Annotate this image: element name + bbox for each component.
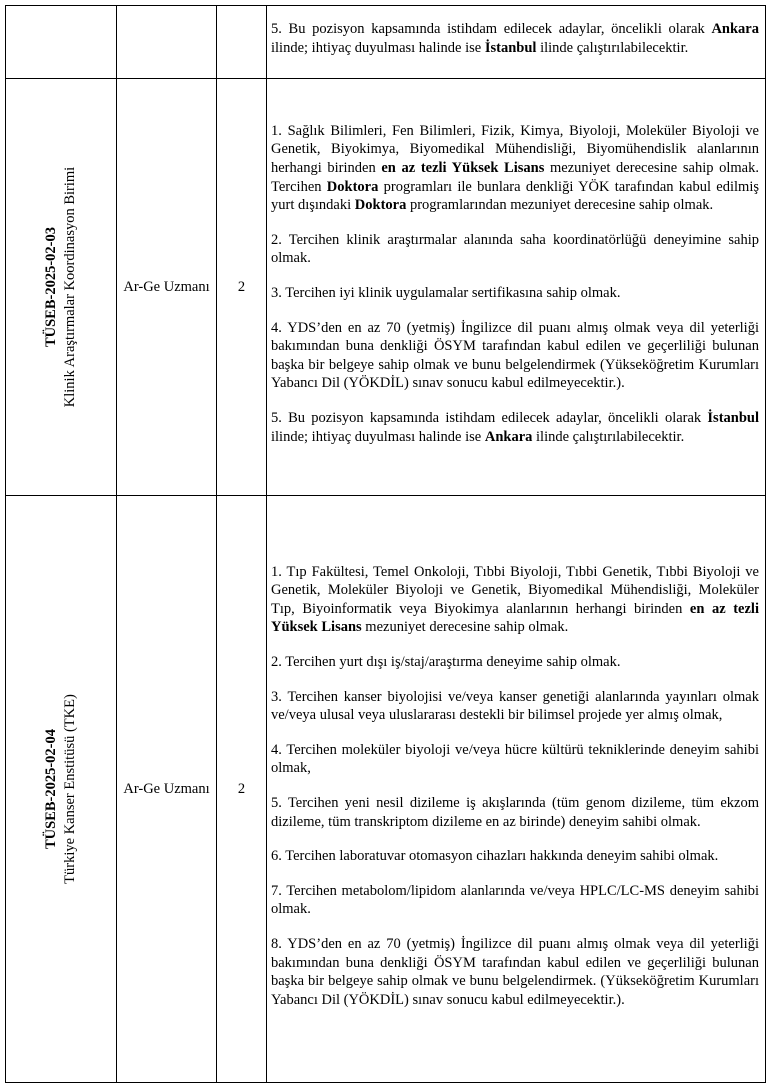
count-cell <box>217 6 267 79</box>
text: 5. Bu pozisyon kapsamında istihdam edilecek adaylar, öncelikli olarak <box>271 409 708 426</box>
requirement-item <box>271 122 759 215</box>
bold-text: Doktora <box>354 197 407 214</box>
bold-text: İstanbul <box>484 40 537 56</box>
count-cell <box>217 79 267 496</box>
positions-table <box>5 5 766 1083</box>
position-title: Ar-Ge Uzmanı <box>123 780 210 797</box>
requirements-cell <box>267 496 766 1083</box>
unit-name: Klinik Araştırmalar Koordinasyon Birimi <box>62 166 78 408</box>
unit-label <box>42 167 80 407</box>
text: mezuniyet derecesine sahip olmak. Tercihen <box>271 160 759 195</box>
unit-cell <box>6 79 117 496</box>
count-cell <box>217 496 267 1083</box>
unit-label <box>42 694 80 884</box>
table-row <box>6 496 766 1083</box>
position-title-cell <box>117 496 217 1083</box>
unit-cell <box>6 6 117 79</box>
text: 1. Tıp Fakültesi, Temel Onkoloji, Tıbbi Biyoloji, Tıbbi Genetik, Tıbbi Biyoloji ve Genetik, Moleküler Biyoloji ve Genetik, Biyomedikal Mühendisliği, Moleküler Tıp, Biyoinformatik veya Biyokimya alanlarının herhangi birinden <box>271 563 759 617</box>
unit-name: Türkiye Kanser Enstitüsü (TKE) <box>62 694 78 884</box>
text: 3. Tercihen iyi klinik uygulamalar sertifikasına sahip olmak. <box>271 285 621 301</box>
requirement-item <box>271 231 759 268</box>
requirement-item <box>271 794 759 831</box>
requirement-item <box>271 284 759 303</box>
bold-text: İstanbul <box>707 409 759 426</box>
bold-text: Doktora <box>326 178 379 195</box>
text: ilinde; ihtiyaç duyulması halinde ise <box>271 428 485 445</box>
requirement-item <box>271 409 759 446</box>
text: ilinde; ihtiyaç duyulması halinde ise <box>271 40 485 56</box>
text: mezuniyet derecesine sahip olmak. <box>361 619 569 636</box>
text: 2. Tercihen klinik araştırmalar alanında saha koordinatörlüğü deneyimine sahip olmak. <box>271 231 759 267</box>
text: 4. Tercihen moleküler biyoloji ve/veya hücre kültürü tekniklerinde deneyim sahibi olmak, <box>271 741 759 777</box>
requirement-item <box>271 653 759 672</box>
text: programlarından mezuniyet derecesine sahip olmak. <box>406 197 714 214</box>
text: ilinde çalıştırılabilecektir. <box>532 428 685 445</box>
text: 5. Bu pozisyon kapsamında istihdam edilecek adaylar, öncelikli olarak <box>271 21 712 38</box>
requirement-item <box>271 563 759 637</box>
position-code: TÜSEB-2025-02-03 <box>43 226 59 348</box>
position-title-cell <box>117 79 217 496</box>
text: 8. YDS’den en az 70 (yetmiş) İngilizce dil puanı almış olmak veya dil yeterliği bakımından buna denkliği ÖSYM tarafından kabul edilen ve geçerliliği bulunan başka bir belgeye sahip olmak ve bunu belgelendirmek. (Yükseköğretim Kurumları Yabancı Dil (YÖKDİL) sınav sonucu kabul edilmeyecektir.). <box>271 935 759 1008</box>
position-title: Ar-Ge Uzmanı <box>123 278 210 295</box>
text: 3. Tercihen kanser biyolojisi ve/veya kanser genetiği alanlarında yayınları olmak ve/veya ulusal veya uluslararası destekli bir bilimsel projede yer almış olmak, <box>271 688 759 724</box>
text: 1. Sağlık Bilimleri, Fen Bilimleri, Fizik, Kimya, Biyoloji, Moleküler Biyoloji ve Genetik, Biyokimya, Biyomedikal Mühendisliği, Biyomühendislik alanlarının herhangi birinden <box>271 122 759 177</box>
position-count: 2 <box>237 780 246 797</box>
table-row <box>6 79 766 496</box>
unit-cell <box>6 496 117 1083</box>
requirement-item <box>271 741 759 778</box>
text: 7. Tercihen metabolom/lipidom alanlarında ve/veya HPLC/LC-MS deneyim sahibi olmak. <box>271 882 759 918</box>
text: programları ile bunlara denkliği YÖK tarafından kabul edilmiş yurt dışındaki <box>271 178 759 214</box>
position-count: 2 <box>237 278 246 295</box>
requirements-cell <box>267 79 766 496</box>
bold-text: Ankara <box>484 428 533 445</box>
requirements-cell <box>267 6 766 79</box>
bold-text: en az tezli Yüksek Lisans <box>271 600 759 636</box>
requirement-item <box>271 319 759 393</box>
requirement-item <box>271 935 759 1009</box>
text: 4. YDS’den en az 70 (yetmiş) İngilizce dil puanı almış olmak veya dil yeterliği bakımından buna denkliği ÖSYM tarafından kabul edilen ve geçerliliği bulunan başka bir belgeye sahip olmak ve bunu belgelendirmek (Yükseköğretim Kurumları Yabancı Dil (YÖKDİL) sınav sonucu kabul edilmeyecektir.). <box>271 319 759 392</box>
requirement-item <box>271 20 759 57</box>
bold-text: en az tezli Yüksek Lisans <box>381 160 545 177</box>
text: 2. Tercihen yurt dışı iş/staj/araştırma deneyime sahip olmak. <box>271 654 621 671</box>
requirement-item <box>271 847 759 866</box>
position-title-cell <box>117 6 217 79</box>
position-code: TÜSEB-2025-02-04 <box>43 728 59 850</box>
table-row <box>6 6 766 79</box>
text: 5. Tercihen yeni nesil dizileme iş akışlarında (tüm genom dizileme, tüm ekzom dizileme, tüm transkriptom dizileme en az birinde) deneyim sahibi olmak. <box>271 795 759 830</box>
bold-text: Ankara <box>711 21 759 38</box>
text: 6. Tercihen laboratuvar otomasyon cihazları hakkında deneyim sahibi olmak. <box>271 848 719 865</box>
requirement-item <box>271 882 759 919</box>
requirement-item <box>271 688 759 725</box>
text: ilinde çalıştırılabilecektir. <box>536 40 689 56</box>
